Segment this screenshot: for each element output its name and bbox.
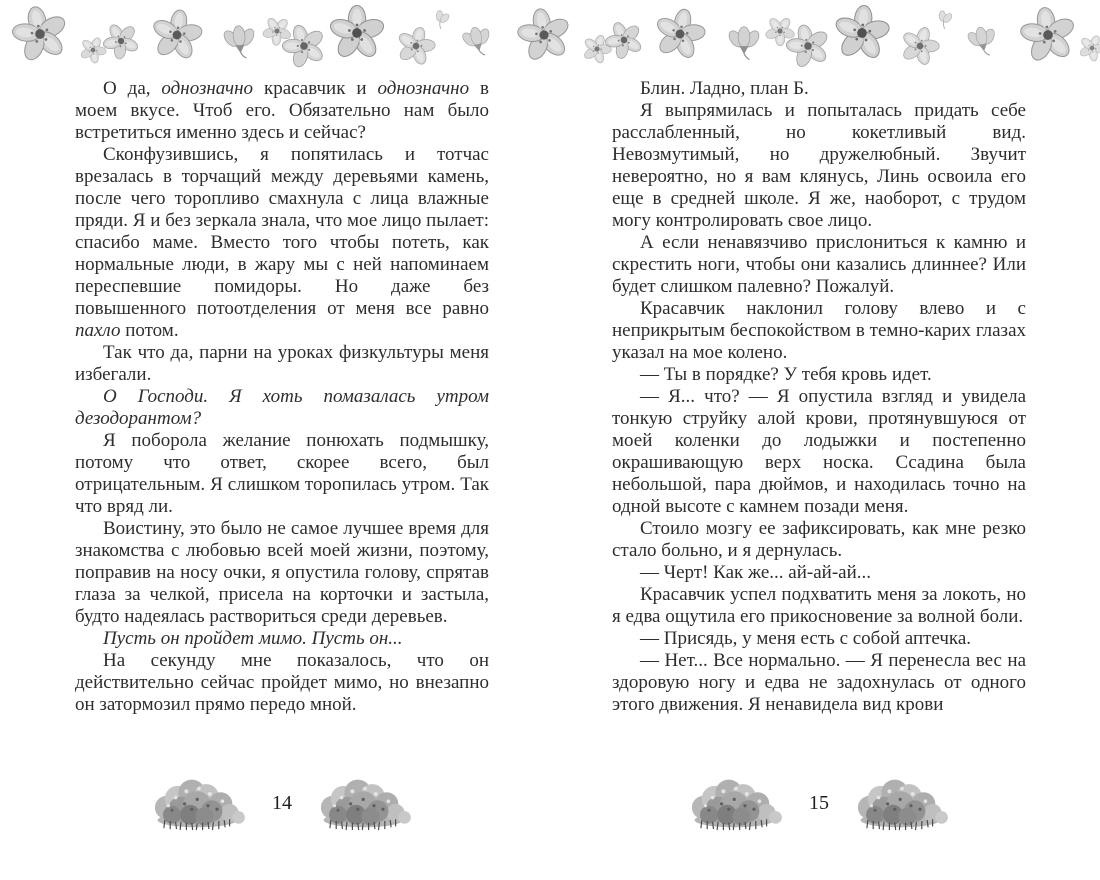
paragraph: Стоило мозгу ее зафиксировать, как мне резко стало больно, и я дернулась. <box>612 518 1026 561</box>
paragraph: Я поборола желание понюхать подмышку, потому что ответ, скорее всего, был отрицательным. Я слишком торопилась утром. Так что вряд ли. <box>75 430 489 517</box>
paragraph: О да, однозначно красавчик и однозначно в моем вкусе. Чтоб его. Обязательно нам было встретиться именно здесь и сейчас? <box>75 78 489 143</box>
paragraph: — Ты в порядке? У тебя кровь идет. <box>640 364 932 385</box>
paragraph: — Я... что? — Я опустила взгляд и увидела тонкую струйку алой крови, протянувшуюся от моей коленки до лодыжки и постепенно окрашивающую верх носка. Ссадина была небольшой, пара дюймов, и находилась точно на одной высоте с камнем позади меня. <box>612 386 1026 517</box>
paragraph: А если ненавязчиво прислониться к камню и скрестить ноги, чтобы они казались длиннее? Или будет слишком палевно? Пожалуй. <box>612 232 1026 297</box>
page-right-text <box>612 78 1026 716</box>
paragraph: — Черт! Как же... ай-ай-ай... <box>640 562 872 583</box>
bush-icon <box>682 775 790 831</box>
paragraph: Блин. Ладно, план Б. <box>640 78 809 99</box>
bush-icon <box>311 775 419 831</box>
page-number-left: 14 <box>272 792 292 814</box>
page-right-footer <box>612 770 1026 836</box>
paragraph: На секунду мне показалось, что он действительно сейчас пройдет мимо, но внезапно он затормозил прямо передо мной. <box>75 650 489 715</box>
paragraph: О Господи. Я хоть помазалась утром дезодорантом? <box>75 386 489 429</box>
page-number-right: 15 <box>809 792 829 814</box>
paragraph: Красавчик наклонил голову влево и с неприкрытым беспокойством в темно-карих глазах указал на мое колено. <box>612 298 1026 363</box>
page-left-text <box>75 78 489 716</box>
paragraph: Красавчик успел подхватить меня за локоть, но я едва ощутила его прикосновение за волной боли. <box>612 584 1026 627</box>
page-left-footer <box>75 770 489 836</box>
paragraph: Сконфузившись, я попятилась и тотчас врезалась в торчащий между деревьями камень, после чего торопливо смахнула с лица влажные пряди. Я и без зеркала знала, что мое лицо пылает: спасибо маме. Вместо того чтобы потеть, как нормальные люди, в жару мы с ней напоминаем переспевшие помидоры. Но даже без повышенного потоотделения от меня все равно пахло потом. <box>75 144 489 341</box>
paragraph: Так что да, парни на уроках физкультуры меня избегали. <box>75 342 489 385</box>
paragraph: Пусть он пройдет мимо. Пусть он... <box>103 628 403 649</box>
paragraph: — Нет... Все нормально. — Я перенесла вес на здоровую ногу и едва не задохнулась от одного этого движения. Я ненавидела вид крови <box>612 650 1026 715</box>
bush-icon <box>848 775 956 831</box>
paragraph: Я выпрямилась и попыталась придать себе расслабленный, но кокетливый вид. Невозмутимый, но дружелюбный. Звучит невероятно, но я вам клянусь, Линь освоила его еще в средней школе. Я же, наоборот, с трудом могу контролировать свое лицо. <box>612 100 1026 231</box>
paragraph: Воистину, это было не самое лучшее время для знакомства с любовью всей моей жизни, поэтому, поправив на носу очки, я опустила голову, спрятав глаза за челкой, присела на корточки и застыла, будто надеялась раствориться среди деревьев. <box>75 518 489 627</box>
cherry-blossom-border-icon <box>0 4 1100 68</box>
bush-icon <box>145 775 253 831</box>
paragraph: — Присядь, у меня есть с собой аптечка. <box>640 628 972 649</box>
